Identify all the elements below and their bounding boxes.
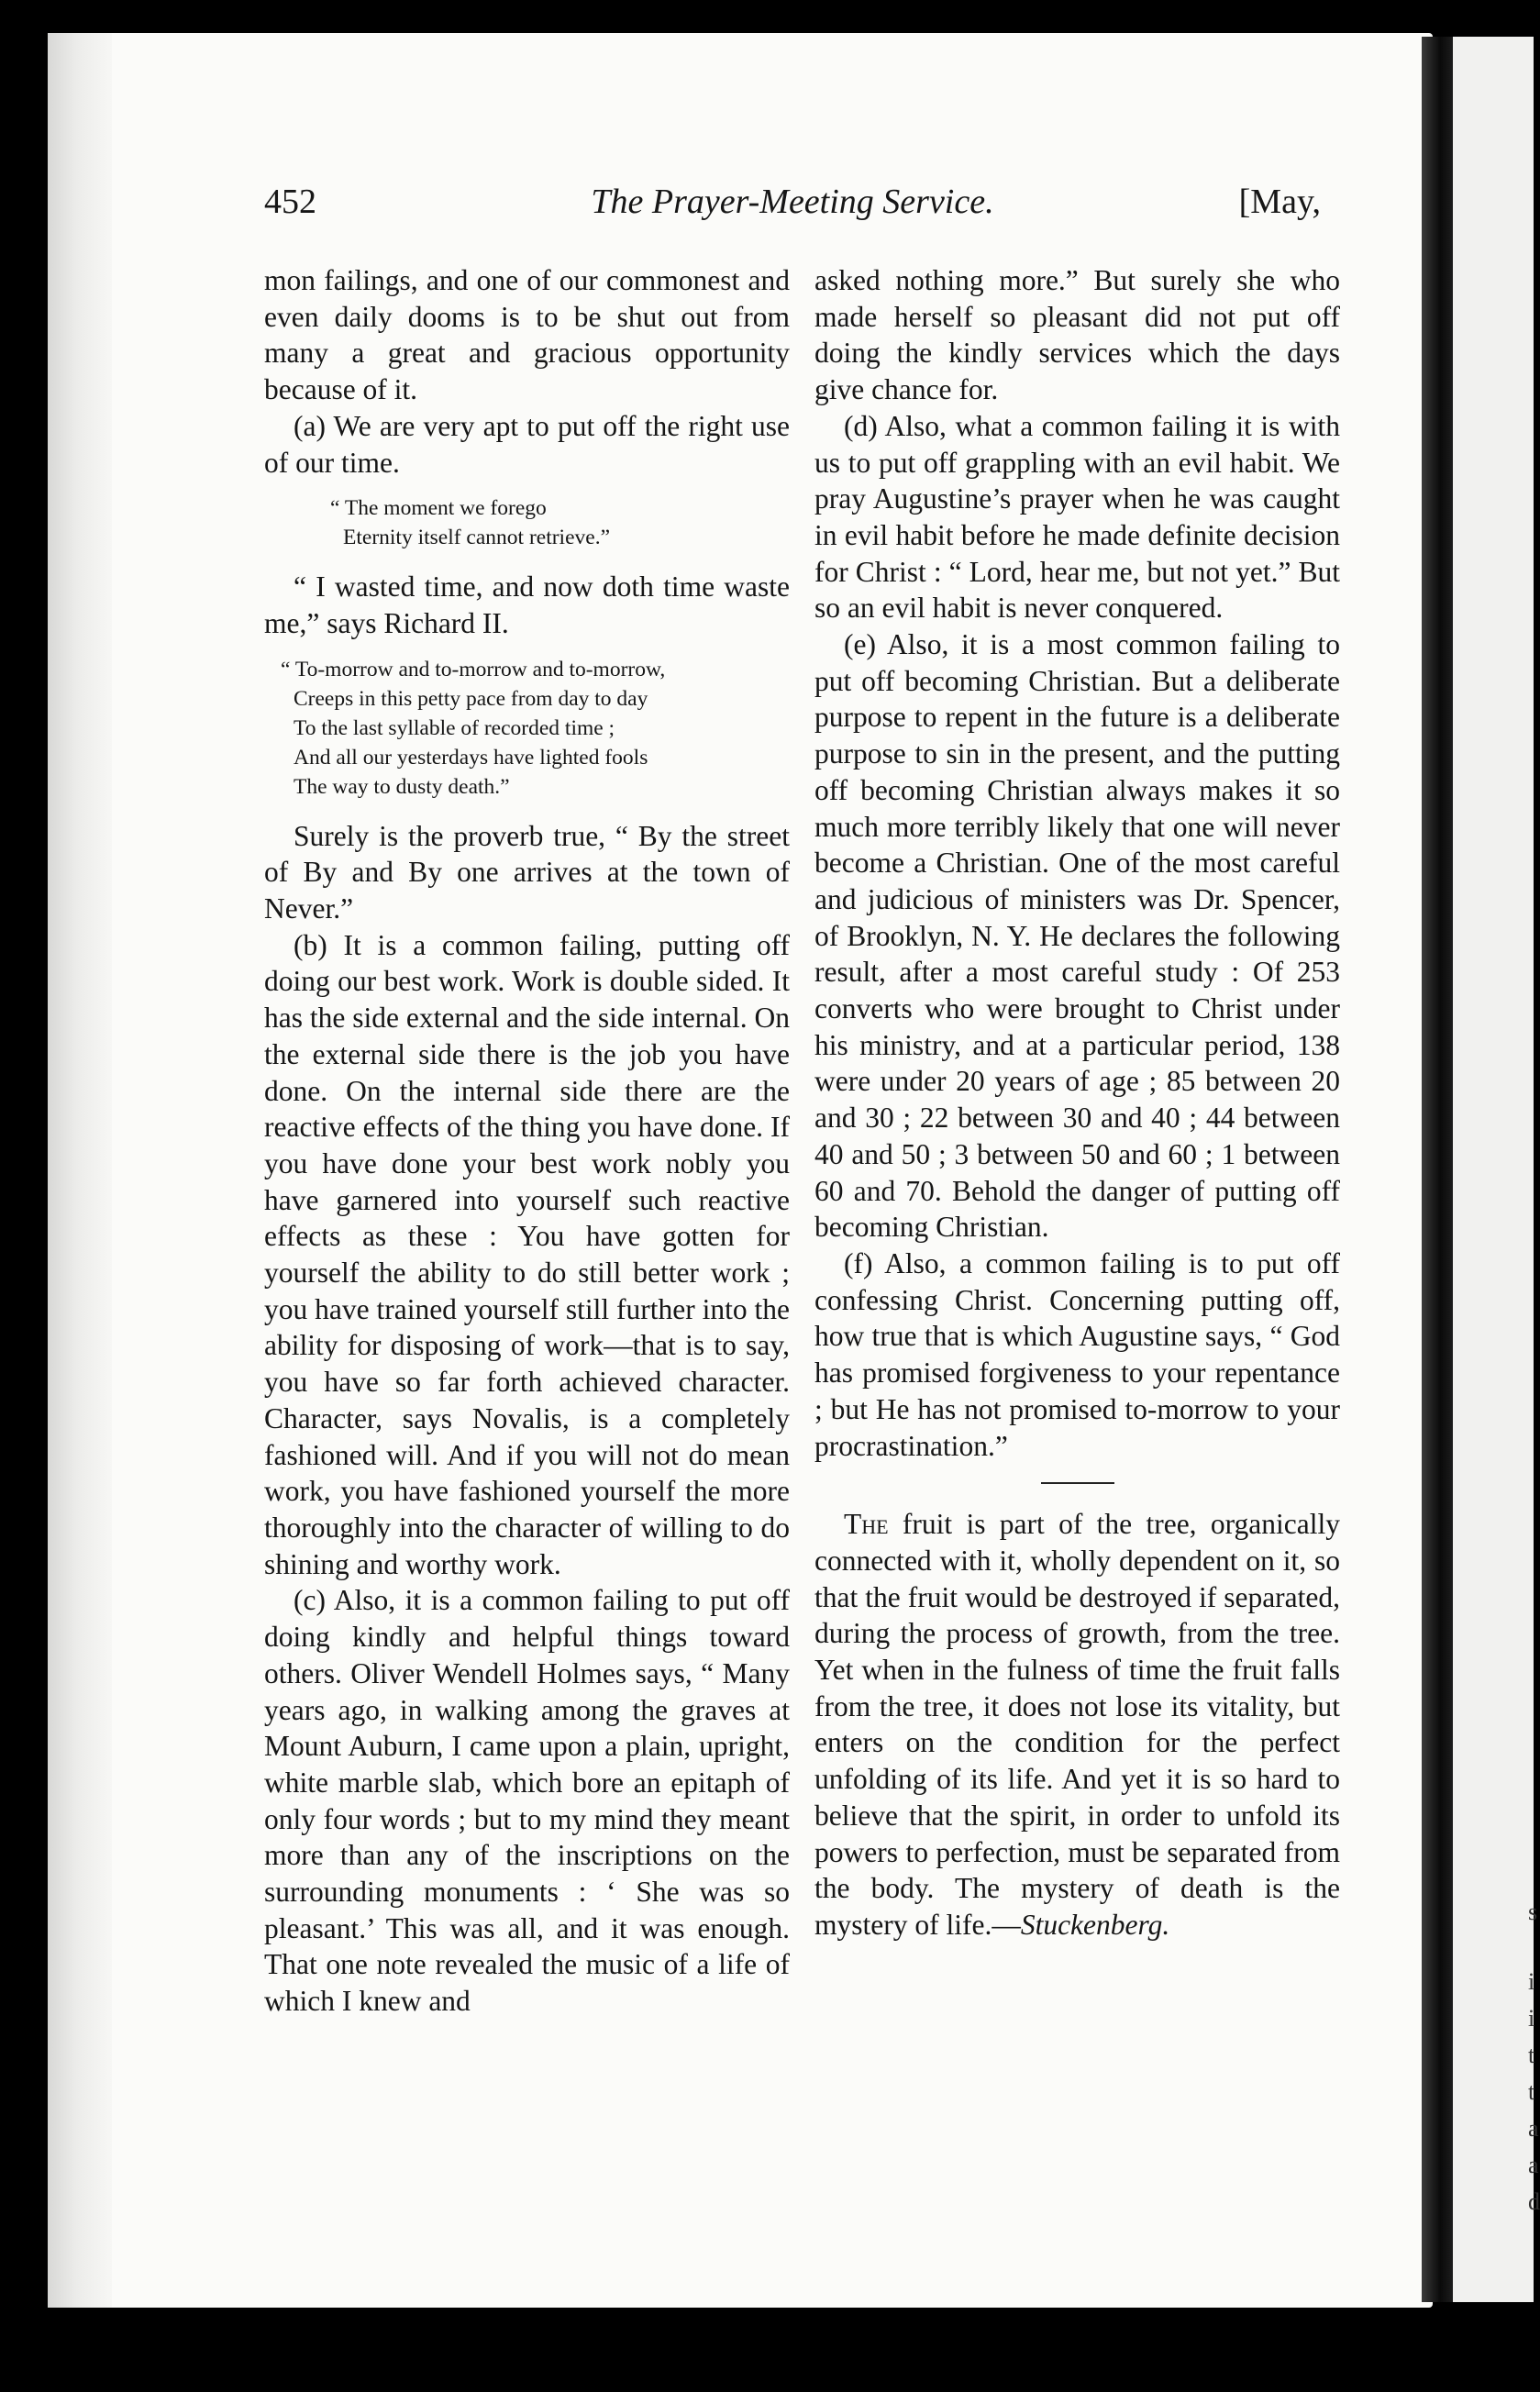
edge-letter: i [1528,2005,1535,2032]
edge-letter: t [1528,2042,1535,2068]
edge-letter: a [1528,2152,1539,2178]
paragraph: (f) Also, a common failing is to put off confessing Christ. Concerning putting off, how true that is which Augustine says, “ God has promised forgiveness to your repentance ; but He has not promised to-morrow to your procrastination.” [814,1246,1340,1462]
paragraph: Surely is the proverb true, “ By the street of By and By one arrives at the town of Never.” [264,819,790,925]
verse-line: And all our yesterdays have lighted fools [294,745,648,770]
paragraph: (a) We are very apt to put off the right use of our time. [264,409,790,479]
book-spine [1422,37,1453,2302]
edge-letter: i [1528,1968,1535,1995]
running-month: [May, [1238,183,1321,221]
paragraph: (c) Also, it is a common failing to put off doing kindly and helpful things toward others. Oliver Wendell Holmes says, “ Many years ago, in walking among the graves at Mount Auburn, I came upon a plain, upright, white marble slab, which bore an epitaph of only four words ; but to my mind they meant more than any of the inscriptions on the surrounding monuments : ‘ She was so pleasant.’ This was all, and it was enough. That one note revealed the music of a life of which I knew and [264,1584,790,2018]
paragraph: (d) Also, what a common failing it is with us to put off grappling with an evil habit. We pray Augustine’s prayer when he was caught in evil habit before he made definite decision for Christ : “ Lord, hear me, but not yet.” But so an evil habit is never conquered. [814,409,1340,625]
adjacent-page [1453,37,1540,2302]
small-caps-lead: The [844,1508,889,1541]
section-divider [1041,1482,1114,1484]
page-number: 452 [264,183,316,221]
paragraph-text: fruit is part of the tree, organically connected with it, wholly dependent on it, so that the fruit would be destroyed if separated, during the process of growth, from the tree. Yet when in the fulness of time the fruit falls from the tree, it does not lose its vitality, but enters on the condition for the perfect unfolding of its life. And yet it is so hard to believe that the spirit, in order to unfold its powers to perfection, must be separated from the body. The mystery of death is the mystery of life.— [814,1508,1340,1941]
verse-quote [264,655,790,802]
verse-quote [264,493,790,552]
paragraph: (b) It is a common failing, putting off doing our best work. Work is double sided. It has the side external and the side internal. On the external side there is the job you have done. On the internal side there are the reactive effects of the thing you have done. If you have done your best work nobly you have garnered into yourself such reactive effects as these : You have gotten for yourself the ability to do still better work ; you have trained yourself still further into the ability for disposing of work—that is to say, you have so far forth achieved character. Character, says Novalis, is a completely fashioned will. And if you will not do mean work, you have fashioned yourself the more thoroughly into the character of willing to do shining and worthy work. [264,928,790,1580]
edge-letter: a [1528,2115,1539,2142]
edge-letter: d [1528,2188,1540,2215]
verse-line: Eternity itself cannot retrieve.” [343,526,611,550]
running-title: The Prayer-Meeting Service. [591,183,994,221]
verse-line: The way to dusty death.” [294,774,510,799]
left-column [264,262,790,2020]
running-header [264,182,1321,233]
verse-line: “ To-morrow and to-morrow and to-morrow, [281,657,666,681]
page-edge-shadow [48,33,112,2308]
paragraph: (e) Also, it is a most common failing to put off becoming Christian. But a deliberate purpose to repent in the future is a deliberate purpose to sin in the present, and the putting off becoming Christian always makes it so much more terribly likely that one will never become a Christian. One of the most careful and judicious of ministers was Dr. Spencer, of Brooklyn, N. Y. He declares the following result, after a most careful study : Of 253 converts who were brought to Christ under his ministry, and at a particular period, 138 were under 20 years of age ; 85 between 20 and 30 ; 22 between 30 and 40 ; 44 between 40 and 50 ; 3 between 50 and 60 ; 1 between 60 and 70. Behold the danger of putting off becoming Christian. [814,628,1340,1244]
paragraph: “ I wasted time, and now doth time waste me,” says Richard II. [264,570,790,639]
verse-line: To the last syllable of recorded time ; [294,715,615,740]
paragraph-stuckenberg [814,1506,1340,1943]
edge-letter: s [1528,1899,1538,1925]
paragraph: asked nothing more.” But surely she who made herself so pleasant did not put off doing the kindly services which the days give chance for. [814,264,1340,406]
verse-line: “ The moment we forego [330,496,547,521]
right-column [814,262,1340,1944]
attribution: Stuckenberg. [1020,1908,1170,1941]
verse-line: Creeps in this petty pace from day to day [294,686,648,711]
paragraph: mon failings, and one of our commonest and even daily dooms is to be shut out from many a great and gracious opportunity because of it. [264,264,790,406]
edge-letter: t [1528,2078,1535,2105]
